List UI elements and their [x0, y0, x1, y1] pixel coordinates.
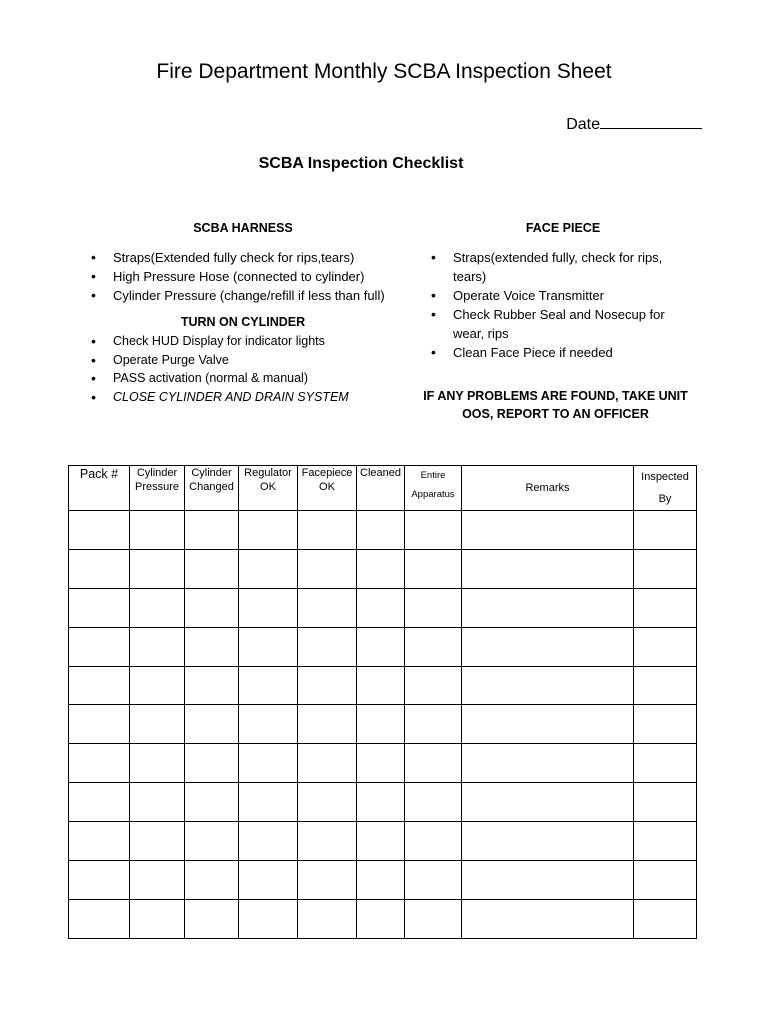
cell-cylinder-pressure[interactable]	[130, 899, 185, 938]
turn-on-item: • Check HUD Display for indicator lights	[88, 332, 398, 351]
cell-entire-apparatus[interactable]	[405, 861, 462, 900]
header-inspected-by	[634, 466, 697, 511]
table-row	[69, 899, 697, 938]
header-facepiece-ok: Facepiece OK	[298, 466, 357, 511]
header-inspected-line2: By	[658, 493, 672, 505]
cell-cylinder-changed[interactable]	[185, 627, 239, 666]
cell-cylinder-pressure[interactable]	[130, 666, 185, 705]
cell-pack-number[interactable]	[69, 511, 130, 550]
cell-cylinder-pressure[interactable]	[130, 627, 185, 666]
cell-pack-number[interactable]	[69, 666, 130, 705]
cell-remarks[interactable]	[462, 744, 634, 783]
cell-entire-apparatus[interactable]	[405, 549, 462, 588]
cell-inspected-by[interactable]	[634, 705, 697, 744]
cell-cylinder-pressure[interactable]	[130, 822, 185, 861]
cell-inspected-by[interactable]	[634, 666, 697, 705]
header-cylinder-changed: Cylinder Changed	[185, 466, 239, 511]
table-row	[69, 511, 697, 550]
cell-regulator-ok[interactable]	[239, 705, 298, 744]
cell-regulator-ok[interactable]	[239, 549, 298, 588]
header-regulator-ok: Regulator OK	[239, 466, 298, 511]
header-cleaned: Cleaned	[357, 466, 405, 511]
turn-on-list	[88, 332, 398, 406]
table-row	[69, 666, 697, 705]
cell-pack-number[interactable]	[69, 822, 130, 861]
table-row	[69, 705, 697, 744]
checklist-title: SCBA Inspection Checklist	[258, 155, 464, 172]
cell-pack-number[interactable]	[69, 549, 130, 588]
cell-cylinder-changed[interactable]	[185, 899, 239, 938]
cell-regulator-ok[interactable]	[239, 822, 298, 861]
cell-pack-number[interactable]	[69, 783, 130, 822]
table-row	[69, 588, 697, 627]
cell-entire-apparatus[interactable]	[405, 588, 462, 627]
cell-cylinder-changed[interactable]	[185, 705, 239, 744]
cell-remarks[interactable]	[462, 627, 634, 666]
header-entire-line2: Apparatus	[411, 489, 455, 500]
cell-remarks[interactable]	[462, 666, 634, 705]
cell-cylinder-changed[interactable]	[185, 549, 239, 588]
cell-pack-number[interactable]	[69, 705, 130, 744]
cell-cleaned[interactable]	[357, 744, 405, 783]
cell-cylinder-pressure[interactable]	[130, 705, 185, 744]
harness-item: • High Pressure Hose (connected to cylinder)	[88, 267, 398, 286]
cell-cleaned[interactable]	[357, 666, 405, 705]
cell-cleaned[interactable]	[357, 783, 405, 822]
cell-cleaned[interactable]	[357, 549, 405, 588]
cell-pack-number[interactable]	[69, 588, 130, 627]
cell-inspected-by[interactable]	[634, 783, 697, 822]
cell-pack-number[interactable]	[69, 744, 130, 783]
page-title: Fire Department Monthly SCBA Inspection Sheet	[156, 60, 612, 83]
cell-facepiece-ok[interactable]	[298, 511, 357, 550]
cell-cylinder-changed[interactable]	[185, 588, 239, 627]
cell-cylinder-changed[interactable]	[185, 783, 239, 822]
cell-regulator-ok[interactable]	[239, 627, 298, 666]
cell-inspected-by[interactable]	[634, 588, 697, 627]
cell-pack-number[interactable]	[69, 899, 130, 938]
cell-facepiece-ok[interactable]	[298, 627, 357, 666]
inspection-log-table	[68, 465, 697, 939]
cell-facepiece-ok[interactable]	[298, 666, 357, 705]
cell-entire-apparatus[interactable]	[405, 511, 462, 550]
cell-cylinder-pressure[interactable]	[130, 588, 185, 627]
cell-entire-apparatus[interactable]	[405, 899, 462, 938]
cell-regulator-ok[interactable]	[239, 666, 298, 705]
cell-regulator-ok[interactable]	[239, 783, 298, 822]
header-entire-apparatus	[405, 466, 462, 511]
cell-cleaned[interactable]	[357, 511, 405, 550]
cell-inspected-by[interactable]	[634, 899, 697, 938]
table-body	[69, 511, 697, 939]
cell-remarks[interactable]	[462, 549, 634, 588]
cell-inspected-by[interactable]	[634, 511, 697, 550]
cell-regulator-ok[interactable]	[239, 899, 298, 938]
cell-remarks[interactable]	[462, 822, 634, 861]
cell-facepiece-ok[interactable]	[298, 705, 357, 744]
cell-entire-apparatus[interactable]	[405, 666, 462, 705]
cell-remarks[interactable]	[462, 861, 634, 900]
face-piece-item: • Clean Face Piece if needed	[428, 343, 698, 362]
cell-entire-apparatus[interactable]	[405, 822, 462, 861]
table-header-row	[69, 466, 697, 511]
header-cylinder-pressure: Cylinder Pressure	[130, 466, 185, 511]
cell-cleaned[interactable]	[357, 588, 405, 627]
cell-inspected-by[interactable]	[634, 627, 697, 666]
cell-cylinder-pressure[interactable]	[130, 861, 185, 900]
cell-cleaned[interactable]	[357, 899, 405, 938]
face-piece-heading: FACE PIECE	[525, 221, 601, 235]
cell-inspected-by[interactable]	[634, 744, 697, 783]
cell-cylinder-changed[interactable]	[185, 744, 239, 783]
table-row	[69, 822, 697, 861]
cell-facepiece-ok[interactable]	[298, 588, 357, 627]
cell-cylinder-changed[interactable]	[185, 861, 239, 900]
cell-entire-apparatus[interactable]	[405, 627, 462, 666]
cell-facepiece-ok[interactable]	[298, 822, 357, 861]
cell-regulator-ok[interactable]	[239, 511, 298, 550]
harness-item: • Cylinder Pressure (change/refill if less than full)	[88, 286, 398, 305]
cell-cleaned[interactable]	[357, 705, 405, 744]
table-row	[69, 549, 697, 588]
table-row	[69, 627, 697, 666]
cell-remarks[interactable]	[462, 783, 634, 822]
header-remarks: Remarks	[462, 466, 634, 511]
cell-inspected-by[interactable]	[634, 861, 697, 900]
table-row	[69, 783, 697, 822]
date-blank-line[interactable]	[600, 113, 702, 129]
cell-facepiece-ok[interactable]	[298, 549, 357, 588]
cell-entire-apparatus[interactable]	[405, 744, 462, 783]
cell-entire-apparatus[interactable]	[405, 705, 462, 744]
cell-regulator-ok[interactable]	[239, 861, 298, 900]
date-label: Date	[566, 116, 600, 133]
cell-cylinder-changed[interactable]	[185, 666, 239, 705]
cell-cylinder-changed[interactable]	[185, 822, 239, 861]
harness-heading: SCBA HARNESS	[193, 221, 293, 235]
turn-on-item: • CLOSE CYLINDER AND DRAIN SYSTEM	[88, 388, 398, 407]
cell-facepiece-ok[interactable]	[298, 861, 357, 900]
table-row	[69, 744, 697, 783]
harness-item: • Straps(Extended fully check for rips,tears)	[88, 248, 398, 267]
cell-inspected-by[interactable]	[634, 822, 697, 861]
table-row	[69, 861, 697, 900]
cell-cylinder-pressure[interactable]	[130, 511, 185, 550]
date-field[interactable]	[566, 113, 702, 134]
cell-regulator-ok[interactable]	[239, 588, 298, 627]
cell-cleaned[interactable]	[357, 822, 405, 861]
turn-on-heading: TURN ON CYLINDER	[180, 315, 306, 329]
turn-on-item: • Operate Purge Valve	[88, 351, 398, 370]
cell-cylinder-changed[interactable]	[185, 511, 239, 550]
cell-cleaned[interactable]	[357, 861, 405, 900]
cell-facepiece-ok[interactable]	[298, 899, 357, 938]
cell-remarks[interactable]	[462, 511, 634, 550]
cell-cylinder-pressure[interactable]	[130, 783, 185, 822]
problem-warning: IF ANY PROBLEMS ARE FOUND, TAKE UNIT OOS, REPORT TO AN OFFICER	[423, 389, 688, 421]
cell-inspected-by[interactable]	[634, 549, 697, 588]
cell-cylinder-pressure[interactable]	[130, 744, 185, 783]
cell-remarks[interactable]	[462, 588, 634, 627]
face-piece-list	[428, 248, 698, 362]
cell-cleaned[interactable]	[357, 627, 405, 666]
cell-facepiece-ok[interactable]	[298, 744, 357, 783]
face-piece-item: • Operate Voice Transmitter	[428, 286, 698, 305]
harness-section	[88, 219, 398, 406]
cell-cylinder-pressure[interactable]	[130, 549, 185, 588]
header-inspected-line1: Inspected	[641, 471, 689, 483]
face-piece-item: • Check Rubber Seal and Nosecup for wear, rips	[428, 305, 698, 343]
cell-remarks[interactable]	[462, 899, 634, 938]
cell-remarks[interactable]	[462, 705, 634, 744]
cell-pack-number[interactable]	[69, 627, 130, 666]
face-piece-section	[428, 219, 698, 362]
header-pack-number: Pack #	[69, 466, 130, 511]
turn-on-item: • PASS activation (normal & manual)	[88, 369, 398, 388]
face-piece-item: • Straps(extended fully, check for rips, tears)	[428, 248, 698, 286]
harness-list	[88, 248, 398, 305]
cell-pack-number[interactable]	[69, 861, 130, 900]
cell-entire-apparatus[interactable]	[405, 783, 462, 822]
header-entire-line1: Entire	[420, 470, 446, 481]
cell-facepiece-ok[interactable]	[298, 783, 357, 822]
cell-regulator-ok[interactable]	[239, 744, 298, 783]
